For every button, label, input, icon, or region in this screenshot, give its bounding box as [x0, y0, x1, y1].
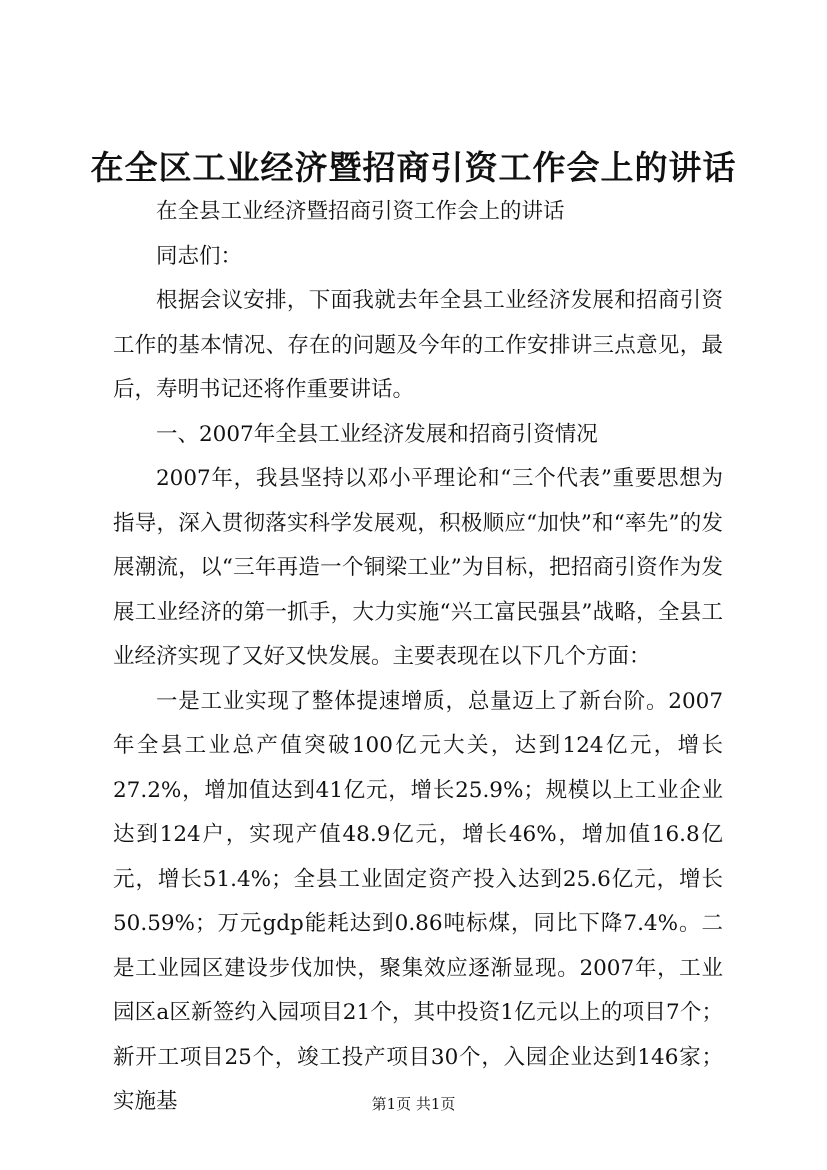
document-body — [113, 190, 723, 1125]
page-number-footer: 第1页 共1页 — [371, 1095, 456, 1113]
paragraph-overview: 2007年，我县坚持以邓小平理论和“三个代表”重要思想为指导，深入贯彻落实科学发展观，积极顺应“加快”和“率先”的发展潮流，以“三年再造一个铜梁工业”为目标，把招商引资作为发展工业经济的第一抓手，大力实施“兴工富民强县”战略，全县工业经济实现了又好又快发展。主要表现在以下几个方面： — [113, 466, 723, 669]
paragraph-salutation: 同志们： — [156, 243, 243, 269]
section-heading-1: 一、2007年全县工业经济发展和招商引资情况 — [156, 421, 598, 447]
paragraph-subtitle: 在全县工业经济暨招商引资工作会上的讲话 — [156, 199, 565, 224]
paragraph-achievements: 一是工业实现了整体提速增质，总量迈上了新台阶。2007年全县工业总产值突破100亿元大关，达到124亿元，增长27.2%，增加值达到41亿元，增长25.9%；规模以上工业企业达到124户，实现产值48.9亿元，增长46%，增加值16.8亿元，增长51.4%；全县工业固定资产投入达到25.6亿元，增长50.59%；万元gdp能耗达到0.86吨标煤，同比下降7.4%。二是工业园区建设步伐加快，聚集效应逐渐显现。2007年，工业园区a区新签约入园项目21个，其中投资1亿元以上的项目7个；新开工项目25个，竣工投产项目30个，入园企业达到146家；实施基 — [113, 688, 723, 1114]
document-title: 在全区工业经济暨招商引资工作会上的讲话 — [90, 148, 737, 187]
paragraph-intro: 根据会议安排，下面我就去年全县工业经济发展和招商引资工作的基本情况、存在的问题及今年的工作安排讲三点意见，最后，寿明书记还将作重要讲话。 — [113, 288, 723, 402]
